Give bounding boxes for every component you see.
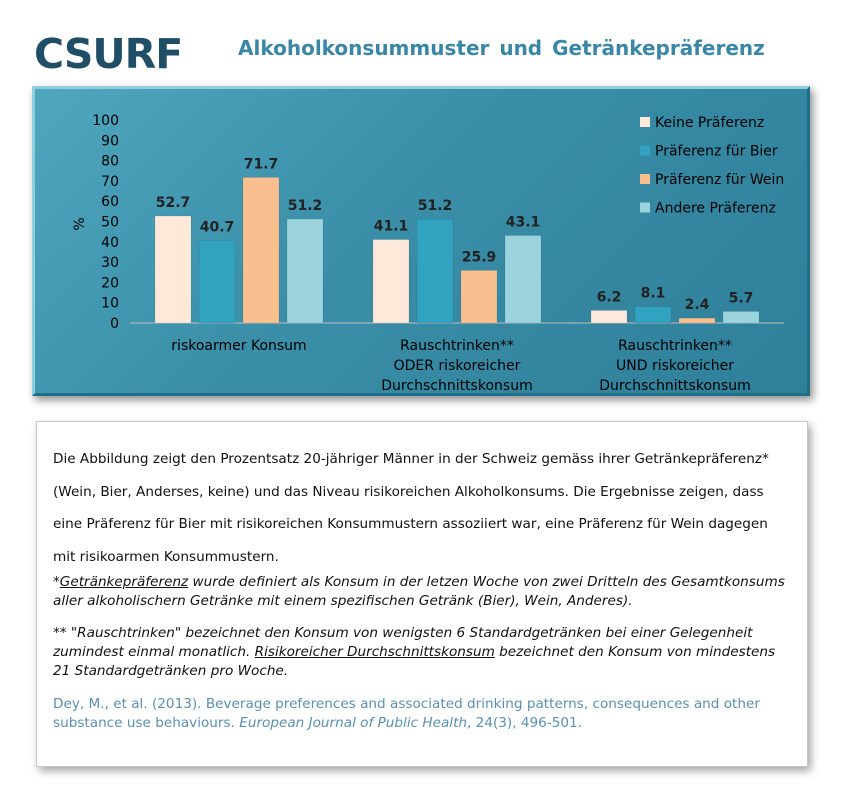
description-line: (Wein, Bier, Anderses, keine) und das Niveau risikoreichen Alkoholkonsums. Die Ergebnisse zeigen, dass <box>53 483 764 500</box>
data-label: 41.1 <box>373 218 409 235</box>
footnote-text: wurde definiert als Konsum in der letzen Woche von zwei Dritteln des Gesamtkonsums aller alkoholischern Getränke mit einem spezifischen Getränk (Bier), Wein, Anderes). <box>53 574 785 609</box>
bar-3 <box>461 270 497 323</box>
csurf-logo: CSURF <box>34 30 183 78</box>
bar-3 <box>243 177 279 323</box>
footnote-marker: * <box>53 574 60 590</box>
footnote-text: ** "Rauschtrinken" bezeichnet den Konsum von wenigsten 6 Standardgetränken bei einer Gelegenheit zumindest einmal monatlich. <box>53 625 753 660</box>
category-label: Durchschnittskonsum <box>599 378 751 394</box>
bar-4 <box>287 219 323 323</box>
bar-2 <box>635 307 671 323</box>
bar-4 <box>505 236 541 323</box>
y-tick-label: 90 <box>101 133 119 150</box>
legend-swatch <box>640 203 650 213</box>
y-tick-label: 0 <box>110 316 119 332</box>
citation-text: , 24(3), 496-501. <box>467 715 582 731</box>
data-label: 40.7 <box>199 219 235 236</box>
data-label: 51.2 <box>287 198 323 215</box>
category-label: riskoarmer Konsum <box>171 338 307 354</box>
y-tick-label: 70 <box>101 173 119 190</box>
data-label: 5.7 <box>728 290 754 307</box>
bar-4 <box>723 311 759 323</box>
y-tick-label: 60 <box>101 194 119 211</box>
description-box <box>36 421 808 767</box>
description-line: Die Abbildung zeigt den Prozentsatz 20-jähriger Männer in der Schweiz gemäss ihrer Getränkepräferenz* <box>53 451 769 467</box>
data-label: 52.7 <box>155 195 191 212</box>
bar-1 <box>373 240 409 323</box>
legend-label: Andere Präferenz <box>655 200 776 217</box>
legend-label: Präferenz für Bier <box>655 143 778 160</box>
citation <box>53 695 793 733</box>
description-text <box>53 443 793 573</box>
y-tick-label: 20 <box>101 275 119 292</box>
footnote-binge-drinking <box>53 624 793 681</box>
data-label: 6.2 <box>596 289 622 306</box>
category-label: ODER riskoreicher <box>393 358 521 374</box>
bar-1 <box>155 216 191 323</box>
data-label: 71.7 <box>243 156 279 173</box>
y-tick-label: 30 <box>101 255 119 272</box>
bar-3 <box>679 318 715 323</box>
citation-journal: European Journal of Public Health <box>239 715 468 731</box>
y-tick-label: 10 <box>101 295 119 312</box>
bar-chart <box>60 98 804 394</box>
legend-swatch <box>640 146 650 156</box>
bar-2 <box>199 240 235 323</box>
data-label: 2.4 <box>684 297 710 314</box>
data-label: 25.9 <box>461 249 497 266</box>
legend-swatch <box>640 117 650 127</box>
category-label: Durchschnittskonsum <box>381 378 533 394</box>
citation-text: Dey, M., et al. (2013). Beverage preferences and associated drinking patterns, consequences and other substance use behaviours. <box>53 696 760 731</box>
category-label: Rauschtrinken** <box>400 338 514 354</box>
footnote-term: Getränkepräferenz <box>59 574 189 590</box>
description-line: mit risikoarmen Konsummustern. <box>53 548 279 565</box>
y-tick-label: 50 <box>101 214 119 231</box>
legend-swatch <box>640 174 650 184</box>
y-tick-label: 40 <box>101 234 119 251</box>
category-label: UND riskoreicher <box>616 358 734 374</box>
footnote-beverage-preference <box>53 573 793 611</box>
y-tick-label: 80 <box>101 153 119 170</box>
data-label: 43.1 <box>505 214 541 231</box>
data-label: 8.1 <box>640 285 666 302</box>
data-label: 51.2 <box>417 198 453 215</box>
legend-label: Präferenz für Wein <box>655 172 785 188</box>
bar-1 <box>591 310 627 323</box>
legend-label: Keine Präferenz <box>655 115 765 131</box>
description-line: eine Präferenz für Bier mit risikoreichen Konsummustern assoziiert war, eine Präferenz für Wein dagegen <box>53 516 768 532</box>
footnote-text: bezeichnet den Konsum von mindestens 21 Standardgetränken pro Woche. <box>53 644 776 679</box>
footnote-term: Risikoreicher Durchschnittskonsum <box>254 644 495 660</box>
y-tick-label: 100 <box>92 113 119 129</box>
bar-2 <box>417 219 453 323</box>
y-axis-label: % <box>72 217 88 231</box>
page-title: Alkoholkonsummuster und Getränkepräferenz <box>238 36 765 60</box>
category-label: Rauschtrinken** <box>618 338 732 354</box>
